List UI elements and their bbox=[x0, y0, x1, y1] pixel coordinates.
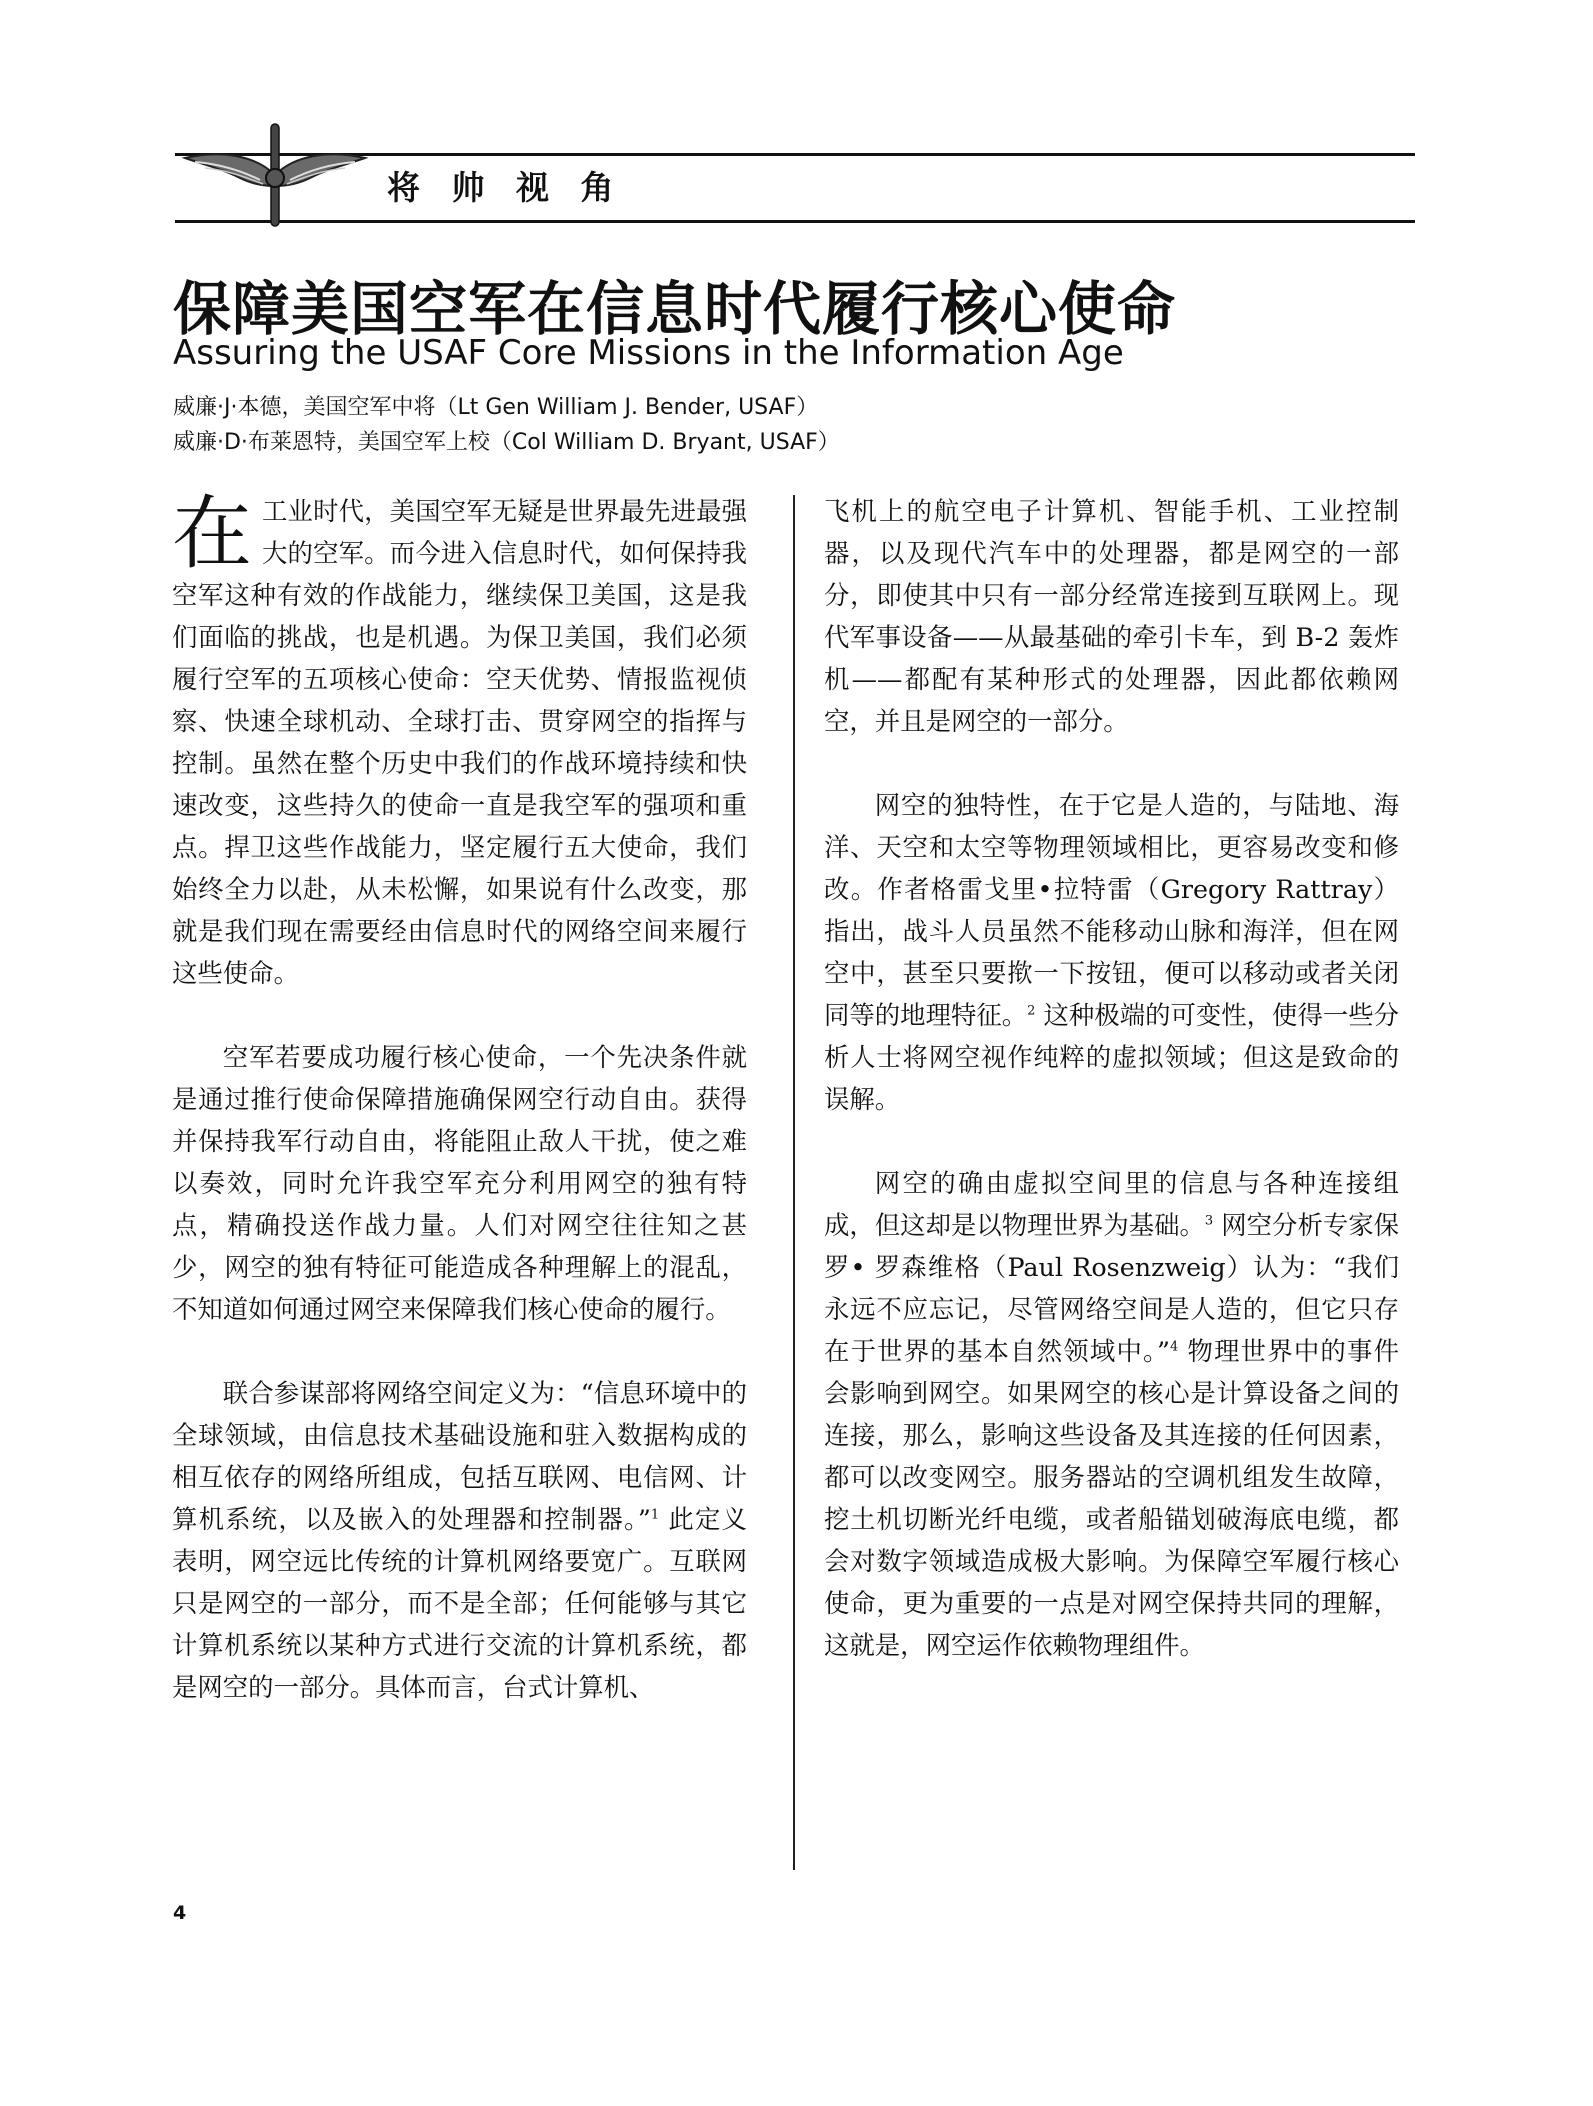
paragraph-text: 网空的确由虚拟空间里的信息与各种连接组成，但这却是以物理世界为基础。 bbox=[824, 1168, 1399, 1240]
paragraph: 空军若要成功履行核心使命，一个先决条件就是通过推行使命保障措施确保网空行动自由。获得并保持我军行动自由，将能阻止敌人干扰，使之难以奏效，同时允许我空军充分利用网空的独有特点，精确投送作战力量。人们对网空往往知之甚少，网空的独有特征可能造成各种理解上的混乱，不知道如何通过网空来保障我们核心使命的履行。 bbox=[172, 1042, 747, 1324]
author-line: 威廉·D·布莱恩特，美国空军上校（Col William D. Bryant, USAF） bbox=[173, 430, 840, 455]
footnote-ref: 3 bbox=[1204, 1213, 1214, 1229]
article-title-zh: 保障美国空军在信息时代履行核心使命 bbox=[173, 275, 1177, 343]
drop-cap: 在 bbox=[172, 487, 252, 580]
paragraph bbox=[172, 487, 747, 994]
article-title-en: Assuring the USAF Core Missions in the Information Age bbox=[173, 333, 1124, 373]
paragraph-text: 这种极端的可变性，使得一些分析人士将网空视作纯粹的虚拟领域；但这是致命的误解。 bbox=[824, 1000, 1400, 1114]
footnote-ref: 4 bbox=[1169, 1339, 1179, 1355]
paragraph-text: 网空的独特性，在于它是人造的，与陆地、海洋、天空和太空等物理领域相比，更容易改变和修改。作者格雷戈里•拉特雷（Gregory Rattray）指出，战斗人员虽然不能移动山脉和海洋，但在网空中，甚至只要揿一下按钮，便可以移动或者关闭同等的地理特征。 bbox=[824, 790, 1399, 1030]
footnote-ref: 1 bbox=[650, 1507, 660, 1523]
paragraph-text: 联合参谋部将网络空间定义为：“信息环境中的全球领域，由信息技术基础设施和驻入数据构成的相互依存的网络所组成，包括互联网、电信网、计算机系统，以及嵌入的处理器和控制器。” bbox=[172, 1378, 747, 1534]
paragraph: 飞机上的航空电子计算机、智能手机、工业控制器，以及现代汽车中的处理器，都是网空的一部分，即使其中只有一部分经常连接到互联网上。现代军事设备——从最基础的牵引卡车，到 B-2 轰炸机——都配有某种形式的处理器，因此都依赖网空，并且是网空的一部分。 bbox=[824, 496, 1399, 736]
paragraph bbox=[172, 1372, 747, 1708]
right-column bbox=[824, 490, 1399, 1708]
left-column bbox=[172, 487, 747, 1750]
footnote-ref: 2 bbox=[1027, 1003, 1036, 1019]
page-number: 4 bbox=[173, 1902, 187, 1924]
paragraph-text: 工业时代，美国空军无疑是世界最先进最强大的空军。而今进入信息时代，如何保持我空军这种有效的作战能力，继续保卫美国，这是我们面临的挑战，也是机遇。为保卫美国，我们必须履行空军的五项核心使命：空天优势、情报监视侦察、快速全球机动、全球打击、贯穿网空的指挥与控制。虽然在整个历史中我们的作战环境持续和快速改变，这些持久的使命一直是我空军的强项和重点。捍卫这些作战能力，坚定履行五大使命，我们始终全力以赴，从未松懈，如果说有什么改变，那就是我们现在需要经由信息时代的网络空间来履行这些使命。 bbox=[172, 496, 747, 988]
paragraph bbox=[824, 784, 1399, 1120]
author-line: 威廉·J·本德，美国空军中将（Lt Gen William J. Bender, USAF） bbox=[173, 395, 819, 420]
paragraph-text: 网空分析专家保罗• 罗森维格（Paul Rosenzweig）认为：“我们永远不应忘记，尽管网络空间是人造的，但它只存在于世界的基本自然领域中。” bbox=[824, 1210, 1400, 1366]
paragraph-text: 此定义表明，网空远比传统的计算机网络要宽广。互联网只是网空的一部分，而不是全部；任何能够与其它计算机系统以某种方式进行交流的计算机系统，都是网空的一部分。具体而言，台式计算机、 bbox=[172, 1504, 747, 1702]
section-label: 将 帅 视 角 bbox=[387, 168, 624, 207]
winged-propeller-icon bbox=[175, 120, 375, 230]
section-header bbox=[175, 120, 1415, 230]
column-divider bbox=[793, 495, 795, 1870]
paragraph bbox=[824, 1162, 1399, 1666]
paragraph-text: 物理世界中的事件会影响到网空。如果网空的核心是计算设备之间的连接，那么，影响这些设备及其连接的任何因素，都可以改变网空。服务器站的空调机组发生故障，挖土机切断光纤电缆，或者船锚划破海底电缆，都会对数字领域造成极大影响。为保障空军履行核心使命，更为重要的一点是对网空保持共同的理解，这就是，网空运作依赖物理组件。 bbox=[824, 1336, 1399, 1660]
